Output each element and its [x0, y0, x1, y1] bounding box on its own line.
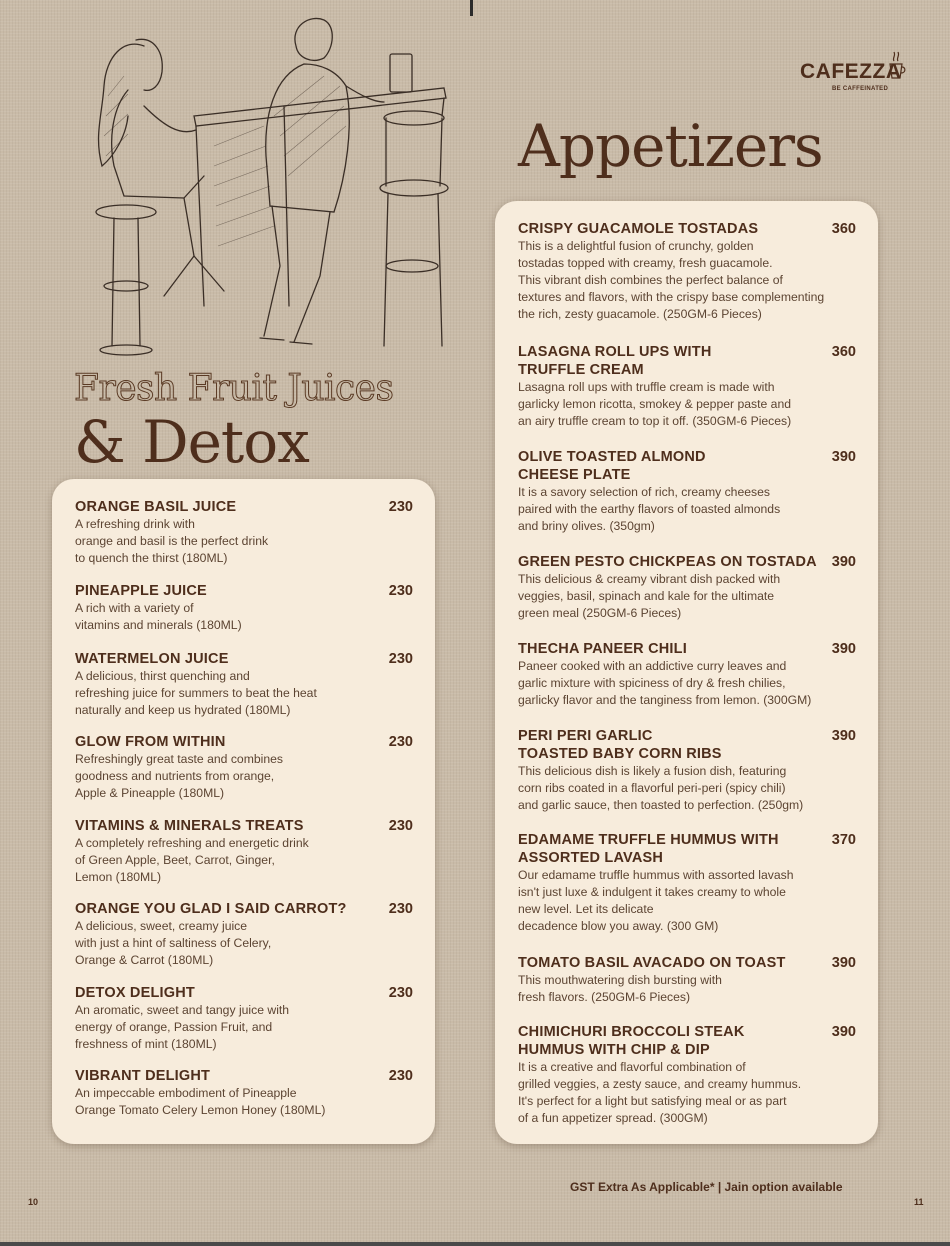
item-price: 230 — [388, 818, 413, 834]
item-description: This delicious & creamy vibrant dish packed with veggies, basil, spinach and kale for the ultimate green meal (250GM-6 Pieces) — [518, 572, 781, 620]
item-name: VITAMINS & MINERALS TREATS — [75, 818, 304, 834]
item-price: 390 — [831, 955, 856, 971]
item-description: Lasagna roll ups with truffle cream is made with garlicky lemon ricotta, smokey & pepper paste and an airy truffle cream to top it off. (350GM-6 Pieces) — [518, 380, 792, 428]
section-title-juices: Fresh Fruit Juices — [74, 368, 394, 409]
item-name: VIBRANT DELIGHT — [75, 1068, 211, 1084]
item-price: 370 — [831, 832, 856, 848]
item-price: 360 — [831, 221, 856, 237]
item-name: DETOX DELIGHT — [75, 985, 195, 1001]
cafe-sketch-illustration — [84, 6, 464, 366]
item-name: CHIMICHURI BROCCOLI STEAK HUMMUS WITH CHIP & DIP — [518, 1024, 745, 1058]
menu-item — [75, 582, 413, 634]
menu-item — [518, 220, 856, 323]
item-price: 390 — [831, 1024, 856, 1040]
item-name: EDAMAME TRUFFLE HUMMUS WITH ASSORTED LAVASH — [518, 832, 779, 866]
item-price: 230 — [388, 1068, 413, 1084]
menu-item — [75, 498, 413, 567]
menu-item — [518, 727, 856, 814]
logo-tagline: BE CAFFEINATED — [832, 86, 889, 92]
item-price: 230 — [388, 651, 413, 667]
item-description: A refreshing drink with orange and basil is the perfect drink to quench the thirst (180ML) — [75, 517, 269, 565]
item-name: WATERMELON JUICE — [75, 651, 229, 667]
menu-item — [518, 831, 856, 935]
section-title-appetizers: Appetizers — [518, 112, 823, 180]
page-spine — [470, 0, 473, 16]
item-price: 230 — [388, 985, 413, 1001]
item-price: 230 — [388, 901, 413, 917]
item-description: A delicious, thirst quenching and refreshing juice for summers to beat the heat naturally and keep us hydrated (180ML) — [75, 669, 317, 717]
item-name: OLIVE TOASTED ALMOND CHEESE PLATE — [518, 449, 706, 483]
item-description: It is a savory selection of rich, creamy cheeses paired with the earthy flavors of toasted almonds and briny olives. (350gm) — [518, 485, 781, 533]
item-description: This mouthwatering dish bursting with fresh flavors. (250GM-6 Pieces) — [518, 973, 722, 1004]
item-price: 390 — [831, 554, 856, 570]
menu-item — [75, 984, 413, 1053]
menu-item — [518, 640, 856, 709]
menu-item — [75, 1067, 413, 1119]
juices-menu-card — [52, 479, 435, 1144]
appetizers-menu-card — [495, 201, 878, 1144]
item-price: 230 — [388, 734, 413, 750]
page-number-left: 10 — [28, 1197, 39, 1207]
menu-item — [518, 553, 856, 622]
logo-wordmark: CAFEZZA — [800, 60, 902, 83]
item-description: Our edamame truffle hummus with assorted lavash isn't just luxe & indulgent it takes creamy to whole new level. Let its delicate decadence blow you away. (300 GM) — [518, 868, 794, 933]
item-price: 390 — [831, 728, 856, 744]
item-description: Paneer cooked with an addictive curry leaves and garlic mixture with spiciness of dry & fresh chilies, garlicky flavor and the tanginess from lemon. (300GM) — [518, 659, 812, 707]
menu-item — [75, 900, 413, 969]
item-description: An impeccable embodiment of Pineapple Orange Tomato Celery Lemon Honey (180ML) — [75, 1086, 326, 1117]
menu-item — [518, 448, 856, 535]
item-description: An aromatic, sweet and tangy juice with energy of orange, Passion Fruit, and freshness of mint (180ML) — [75, 1003, 290, 1051]
item-name: ORANGE YOU GLAD I SAID CARROT? — [75, 901, 347, 917]
item-name: LASAGNA ROLL UPS WITH TRUFFLE CREAM — [518, 344, 712, 378]
item-description: This is a delightful fusion of crunchy, golden tostadas topped with creamy, fresh guacamole. This vibrant dish combines the perfect balance of textures and flavors, with the crispy base complementing the rich, zesty guacamole. (250GM-6 Pieces) — [518, 239, 825, 321]
menu-item — [75, 733, 413, 802]
menu-item — [75, 650, 413, 719]
item-price: 230 — [388, 583, 413, 599]
menu-item — [75, 817, 413, 886]
item-description: A delicious, sweet, creamy juice with just a hint of saltiness of Celery, Orange & Carrot (180ML) — [75, 919, 272, 967]
gst-jain-note: GST Extra As Applicable* | Jain option available — [570, 1180, 843, 1194]
item-name: ORANGE BASIL JUICE — [75, 499, 237, 515]
item-description: A completely refreshing and energetic drink of Green Apple, Beet, Carrot, Ginger, Lemon (180ML) — [75, 836, 309, 884]
cafezza-logo — [800, 46, 910, 102]
page-number-right: 11 — [914, 1197, 924, 1207]
item-description: This delicious dish is likely a fusion dish, featuring corn ribs coated in a flavorful peri-peri (spicy chili) and garlic sauce, then toasted to perfection. (250gm) — [518, 764, 804, 812]
item-name: PERI PERI GARLIC TOASTED BABY CORN RIBS — [518, 728, 722, 762]
section-title-detox: & Detox — [74, 408, 309, 476]
item-price: 230 — [388, 499, 413, 515]
item-price: 390 — [831, 641, 856, 657]
menu-item — [518, 343, 856, 430]
item-name: TOMATO BASIL AVACADO ON TOAST — [518, 955, 786, 971]
item-name: GREEN PESTO CHICKPEAS ON TOSTADA — [518, 554, 817, 570]
item-price: 390 — [831, 449, 856, 465]
item-description: Refreshingly great taste and combines goodness and nutrients from orange, Apple & Pineapple (180ML) — [75, 752, 283, 800]
item-name: CRISPY GUACAMOLE TOSTADAS — [518, 221, 759, 237]
item-name: THECHA PANEER CHILI — [518, 641, 687, 657]
menu-item — [518, 1023, 856, 1127]
item-name: PINEAPPLE JUICE — [75, 583, 207, 599]
item-description: It is a creative and flavorful combination of grilled veggies, a zesty sauce, and creamy hummus. It's perfect for a light but satisfying meal or as part of a fun appetizer spread. (300GM) — [518, 1060, 802, 1125]
bottom-edge — [0, 1242, 950, 1246]
menu-item — [518, 954, 856, 1006]
item-name: GLOW FROM WITHIN — [75, 734, 226, 750]
item-price: 360 — [831, 344, 856, 360]
item-description: A rich with a variety of vitamins and minerals (180ML) — [75, 601, 242, 632]
